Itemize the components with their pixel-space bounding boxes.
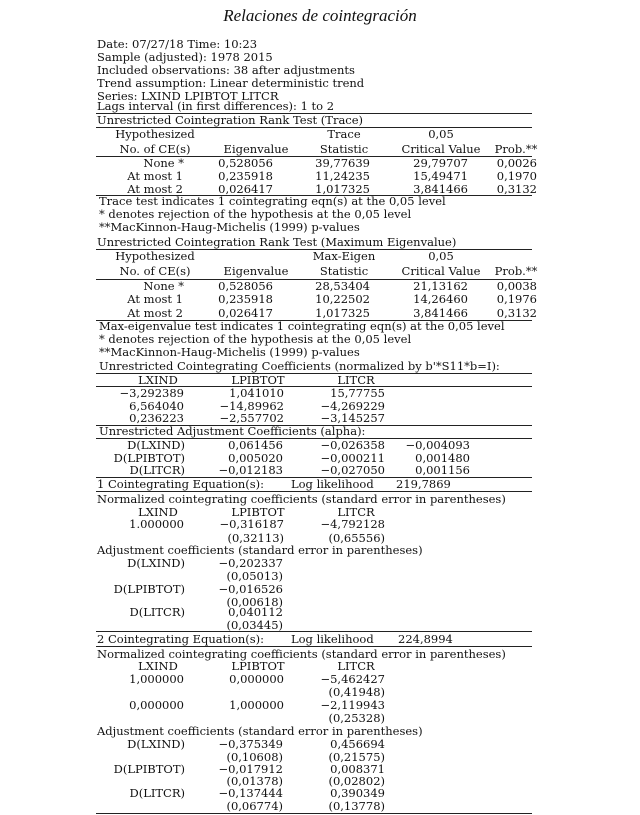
trace-header-hyp1: Hypothesized bbox=[115, 127, 195, 141]
eq1-adj-name: D(LPIBTOT) bbox=[113, 582, 185, 596]
eq2-adj-coef: 0,456694 bbox=[330, 737, 385, 751]
eq1-norm-header: LITCR bbox=[337, 505, 375, 519]
trace-title: Unrestricted Cointegration Rank Test (Trace) bbox=[97, 113, 364, 127]
maxeig-row-eigenvalue: 0,026417 bbox=[218, 306, 273, 320]
adj-coef-cell: 0,005020 bbox=[228, 451, 283, 465]
header-observations: Included observations: 38 after adjustments bbox=[97, 63, 355, 77]
eq2-norm-coef: 0,000000 bbox=[129, 698, 184, 712]
eq1-norm-title: Normalized cointegrating coefficients (standard error in parentheses) bbox=[97, 492, 506, 506]
trace-row-eigenvalue: 0,235918 bbox=[218, 169, 273, 183]
eq2-adj-coef: 0,390349 bbox=[330, 786, 385, 800]
eq1-label: 1 Cointegrating Equation(s): bbox=[97, 477, 265, 491]
maxeig-note: Max-eigenvalue test indicates 1 cointegrating eqn(s) at the 0,05 level bbox=[99, 319, 505, 333]
eq1-adj-name: D(LXIND) bbox=[127, 556, 185, 570]
adj-coef-row-name: D(LXIND) bbox=[127, 438, 185, 452]
eq1-adj-se: (0,00618) bbox=[226, 595, 283, 609]
trace-row-critical: 29,79707 bbox=[413, 156, 468, 170]
trace-row-statistic: 1,017325 bbox=[315, 182, 370, 196]
trace-row-eigenvalue: 0,528056 bbox=[218, 156, 273, 170]
adj-coef-cell: −0,000211 bbox=[320, 451, 385, 465]
maxeig-header-stat2: Statistic bbox=[319, 264, 369, 278]
eq2-adj-se: (0,10608) bbox=[226, 750, 283, 764]
trace-note: Trace test indicates 1 cointegrating eqn(s) at the 0,05 level bbox=[99, 194, 446, 208]
adj-coef-title: Unrestricted Adjustment Coefficients (alpha): bbox=[99, 424, 366, 438]
eq1-adj-se: (0,03445) bbox=[226, 618, 283, 632]
maxeig-row-prob: 0,1976 bbox=[496, 292, 537, 306]
coint-coef-header: LPIBTOT bbox=[231, 373, 285, 387]
eq2-label: 2 Cointegrating Equation(s): bbox=[97, 632, 265, 646]
eq2-norm-coef: 0,000000 bbox=[229, 672, 284, 686]
header-trend: Trend assumption: Linear deterministic trend bbox=[97, 76, 365, 90]
maxeig-row-critical: 3,841466 bbox=[413, 306, 468, 320]
eq2-norm-header: LPIBTOT bbox=[231, 659, 285, 673]
coint-coef-cell: −4,269229 bbox=[320, 399, 385, 413]
eq2-adj-name: D(LPIBTOT) bbox=[113, 762, 185, 776]
eq2-norm-coef: 1,000000 bbox=[229, 698, 284, 712]
trace-row-statistic: 39,77639 bbox=[315, 156, 370, 170]
coint-coef-cell: −3,292389 bbox=[119, 386, 184, 400]
eq1-adj-coef: 0,040112 bbox=[228, 605, 283, 619]
maxeig-row-eigenvalue: 0,235918 bbox=[218, 292, 273, 306]
eq2-adj-se: (0,13778) bbox=[328, 799, 385, 813]
maxeig-row-prob: 0,3132 bbox=[496, 306, 537, 320]
coint-coef-header: LXIND bbox=[138, 373, 178, 387]
eq2-adj-coef: −0,017912 bbox=[218, 762, 283, 776]
eq2-adj-name: D(LXIND) bbox=[127, 737, 185, 751]
eq1-adj-title: Adjustment coefficients (standard error in parentheses) bbox=[97, 543, 423, 557]
eq2-norm-coef: 1,000000 bbox=[129, 672, 184, 686]
eq2-norm-coef: −5,462427 bbox=[320, 672, 385, 686]
eq1-norm-coef: −4,792128 bbox=[320, 517, 385, 531]
eq2-adj-se: (0,06774) bbox=[226, 799, 283, 813]
eq2-adj-se: (0,21575) bbox=[328, 750, 385, 764]
coint-coef-cell: −2,557702 bbox=[219, 411, 284, 425]
maxeig-header-prob: Prob.** bbox=[494, 264, 538, 278]
eq2-norm-se: (0,41948) bbox=[328, 685, 385, 699]
eq2-loglik-value: 224,8994 bbox=[398, 632, 453, 646]
adj-coef-cell: 0,061456 bbox=[228, 438, 283, 452]
eq1-norm-coef: 1.000000 bbox=[129, 517, 184, 531]
eq2-norm-header: LITCR bbox=[337, 659, 375, 673]
eq1-adj-name: D(LITCR) bbox=[129, 605, 185, 619]
maxeig-row-hypothesis: At most 1 bbox=[127, 292, 183, 306]
maxeig-row-critical: 21,13162 bbox=[413, 279, 468, 293]
header-series: Series: LXIND LPIBTOT LITCR bbox=[97, 89, 279, 103]
eq2-loglik-label: Log likelihood bbox=[291, 632, 374, 646]
maxeig-row-hypothesis: None * bbox=[143, 279, 184, 293]
eq1-adj-coef: −0,016526 bbox=[218, 582, 283, 596]
eq2-norm-coef: −2,119943 bbox=[320, 698, 385, 712]
maxeig-row-statistic: 28,53404 bbox=[315, 279, 370, 293]
eq1-loglik-value: 219,7869 bbox=[396, 477, 451, 491]
trace-row-prob: 0,0026 bbox=[496, 156, 537, 170]
maxeig-note: **MacKinnon-Haug-Michelis (1999) p-values bbox=[99, 345, 360, 359]
maxeig-header-hyp2: No. of CE(s) bbox=[119, 264, 191, 278]
adj-coef-row-name: D(LPIBTOT) bbox=[113, 451, 185, 465]
trace-header-hyp2: No. of CE(s) bbox=[119, 142, 191, 156]
maxeig-row-critical: 14,26460 bbox=[413, 292, 468, 306]
coint-coef-cell: 1,041010 bbox=[229, 386, 284, 400]
maxeig-row-statistic: 10,22502 bbox=[315, 292, 370, 306]
eq1-loglik-label: Log likelihood bbox=[291, 477, 374, 491]
eq2-adj-se: (0,02802) bbox=[328, 774, 385, 788]
trace-header-crit2: Critical Value bbox=[401, 142, 481, 156]
trace-note: **MacKinnon-Haug-Michelis (1999) p-values bbox=[99, 220, 360, 234]
eq2-norm-header: LXIND bbox=[138, 659, 178, 673]
header-sample: Sample (adjusted): 1978 2015 bbox=[97, 50, 273, 64]
divider bbox=[96, 813, 532, 814]
trace-header-stat2: Statistic bbox=[319, 142, 369, 156]
maxeig-header-stat1: Max-Eigen bbox=[312, 249, 376, 263]
coint-coef-cell: 6,564040 bbox=[129, 399, 184, 413]
eq1-norm-se: (0,32113) bbox=[227, 531, 284, 545]
adj-coef-cell: −0,026358 bbox=[320, 438, 385, 452]
trace-row-critical: 3,841466 bbox=[413, 182, 468, 196]
adj-coef-cell: 0,001480 bbox=[415, 451, 470, 465]
adj-coef-cell: −0,027050 bbox=[320, 463, 385, 477]
maxeig-note: * denotes rejection of the hypothesis at the 0,05 level bbox=[99, 332, 412, 346]
maxeig-header-crit2: Critical Value bbox=[401, 264, 481, 278]
header-date: Date: 07/27/18 Time: 10:23 bbox=[97, 37, 258, 51]
eq1-norm-header: LPIBTOT bbox=[231, 505, 285, 519]
maxeig-row-statistic: 1,017325 bbox=[315, 306, 370, 320]
page-title: Relaciones de cointegración bbox=[223, 6, 417, 25]
eq2-adj-name: D(LITCR) bbox=[129, 786, 185, 800]
coint-coef-header: LITCR bbox=[337, 373, 375, 387]
trace-row-hypothesis: At most 1 bbox=[127, 169, 183, 183]
maxeig-header-eigenvalue: Eigenvalue bbox=[223, 264, 289, 278]
coint-coef-title: Unrestricted Cointegrating Coefficients (normalized by b'*S11*b=I): bbox=[99, 359, 500, 373]
maxeig-row-eigenvalue: 0,528056 bbox=[218, 279, 273, 293]
maxeig-row-prob: 0,0038 bbox=[496, 279, 537, 293]
trace-header-eigenvalue: Eigenvalue bbox=[223, 142, 289, 156]
maxeig-header-crit1: 0,05 bbox=[428, 249, 454, 263]
coint-coef-cell: 0,236223 bbox=[129, 411, 184, 425]
trace-header-prob: Prob.** bbox=[494, 142, 538, 156]
eq1-norm-se: (0,65556) bbox=[328, 531, 385, 545]
adj-coef-cell: −0,004093 bbox=[405, 438, 470, 452]
eq2-adj-title: Adjustment coefficients (standard error in parentheses) bbox=[97, 724, 423, 738]
eq1-norm-coef: −0,316187 bbox=[219, 517, 284, 531]
eq1-adj-se: (0,05013) bbox=[226, 569, 283, 583]
maxeig-title: Unrestricted Cointegration Rank Test (Maximum Eigenvalue) bbox=[97, 235, 457, 249]
trace-header-crit1: 0,05 bbox=[428, 127, 454, 141]
eq2-adj-coef: −0,375349 bbox=[218, 737, 283, 751]
eq2-adj-se: (0,01378) bbox=[226, 774, 283, 788]
eq1-adj-coef: −0,202337 bbox=[218, 556, 283, 570]
eq2-adj-coef: −0,137444 bbox=[218, 786, 283, 800]
adj-coef-row-name: D(LITCR) bbox=[129, 463, 185, 477]
eq2-adj-coef: 0,008371 bbox=[330, 762, 385, 776]
trace-row-statistic: 11,24235 bbox=[315, 169, 370, 183]
trace-row-prob: 0,1970 bbox=[496, 169, 537, 183]
eq2-norm-se: (0,25328) bbox=[328, 711, 385, 725]
trace-row-hypothesis: At most 2 bbox=[127, 182, 183, 196]
trace-header-stat1: Trace bbox=[327, 127, 361, 141]
maxeig-header-hyp1: Hypothesized bbox=[115, 249, 195, 263]
trace-note: * denotes rejection of the hypothesis at the 0,05 level bbox=[99, 207, 412, 221]
coint-coef-cell: −3,145257 bbox=[320, 411, 385, 425]
eq1-norm-header: LXIND bbox=[138, 505, 178, 519]
adj-coef-cell: −0,012183 bbox=[218, 463, 283, 477]
trace-row-hypothesis: None * bbox=[143, 156, 184, 170]
coint-coef-cell: −14,89962 bbox=[219, 399, 284, 413]
trace-row-critical: 15,49471 bbox=[413, 169, 468, 183]
trace-row-prob: 0,3132 bbox=[496, 182, 537, 196]
adj-coef-cell: 0,001156 bbox=[415, 463, 470, 477]
maxeig-row-hypothesis: At most 2 bbox=[127, 306, 183, 320]
trace-row-eigenvalue: 0,026417 bbox=[218, 182, 273, 196]
coint-coef-cell: 15,77755 bbox=[330, 386, 385, 400]
header-lags: Lags interval (in first differences): 1 to 2 bbox=[97, 99, 335, 113]
eq2-norm-title: Normalized cointegrating coefficients (standard error in parentheses) bbox=[97, 647, 506, 661]
